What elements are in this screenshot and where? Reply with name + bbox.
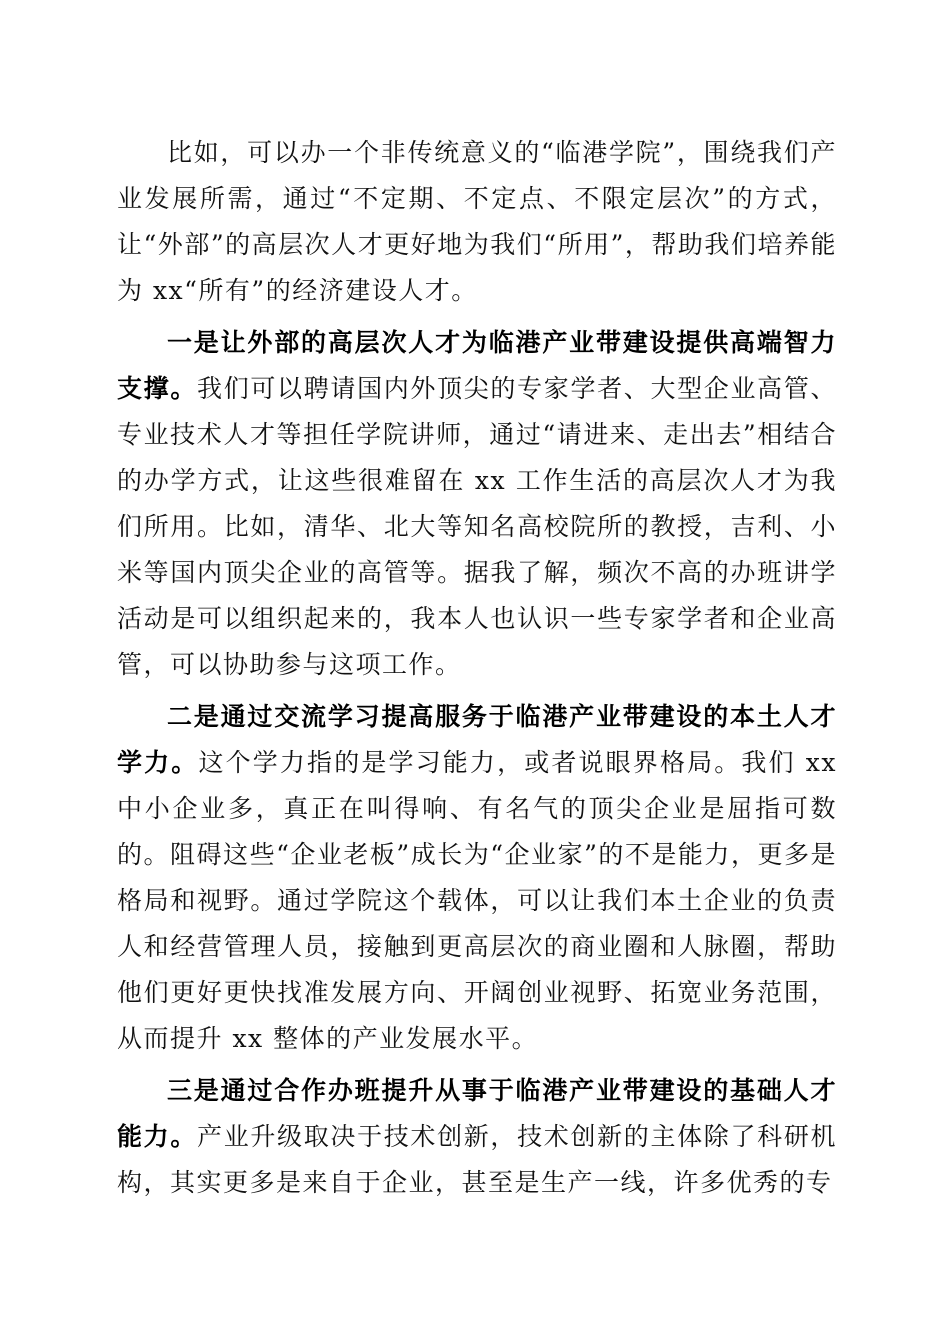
- paragraph-text: 我们可以聘请国内外顶尖的专家学者、大型企业高管、专业技术人才等担任学院讲师，通过“请进来、走出去”相结合的办学方式，让这些很难留在 xx 工作生活的高层次人才为我们所用。比如，清华、北大等知名高校院所的教授，吉利、小米等国内顶尖企业的高管等。据我了解，频次不高的办班讲学活动是可以组织起来的，我本人也认识一些专家学者和企业高管，可以协助参与这项工作。: [117, 374, 837, 679]
- paragraph-point-one: [117, 320, 837, 688]
- paragraph-point-two: [117, 694, 837, 1062]
- paragraph-text: 产业升级取决于技术创新，技术创新的主体除了科研机构，其实更多是来自于企业，甚至是生产一线，许多优秀的专: [117, 1122, 837, 1197]
- paragraph-intro: [117, 130, 837, 314]
- paragraph-lead: 三是通过合作办班提升从事于临港产业带建设的基础人才能力。: [117, 1076, 837, 1151]
- paragraph-point-three: [117, 1068, 837, 1206]
- document-body: [117, 130, 837, 1212]
- paragraph-text: 这个学力指的是学习能力，或者说眼界格局。我们 xx 中小企业多，真正在叫得响、有名气的顶尖企业是屈指可数的。阻碍这些“企业老板”成长为“企业家”的不是能力，更多是格局和视野。通过学院这个载体，可以让我们本土企业的负责人和经营管理人员，接触到更高层次的商业圈和人脉圈，帮助他们更好更快找准发展方向、开阔创业视野、拓宽业务范围，从而提升 xx 整体的产业发展水平。: [117, 748, 837, 1053]
- paragraph-lead: 一是让外部的高层次人才为临港产业带建设提供高端智力支撑。: [117, 328, 837, 403]
- paragraph-text: 比如，可以办一个非传统意义的“临港学院”，围绕我们产业发展所需，通过“不定期、不定点、不限定层次”的方式，让“外部”的高层次人才更好地为我们“所用”，帮助我们培养能为 xx“所有”的经济建设人才。: [117, 138, 837, 305]
- paragraph-lead: 二是通过交流学习提高服务于临港产业带建设的本土人才学力。: [117, 702, 837, 777]
